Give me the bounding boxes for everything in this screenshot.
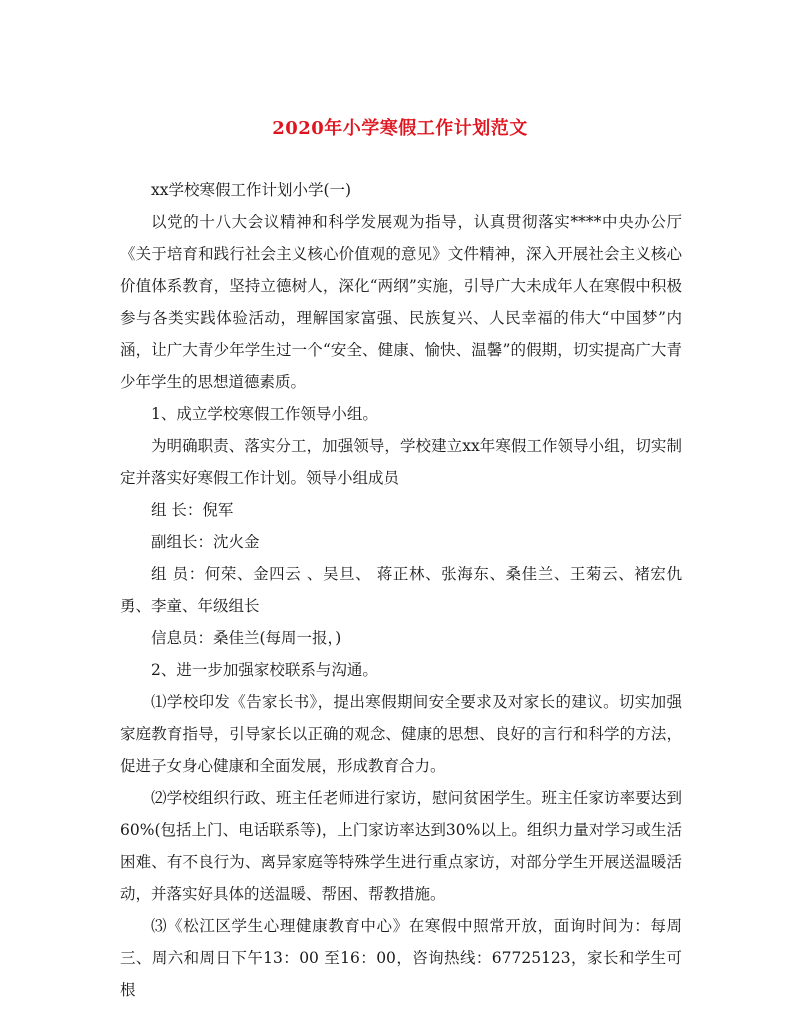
info-officer-line: 信息员：桑佳兰(每周一报，): [151, 629, 342, 647]
leader-line: 组 长：倪军: [151, 501, 234, 519]
item-heading-2: 2、进一步加强家校联系与沟通。: [151, 661, 378, 679]
item-heading-1: 1、成立学校寒假工作领导小组。: [151, 405, 378, 423]
paragraph-intro: 以党的十八大会议精神和科学发展观为指导，认真贯彻落实****中央办公厅《关于培育和践行社会主义核心价值观的意见》文件精神，深入开展社会主义核心价值体系教育，坚持立德树人，深化“两纲”实施，引导广大未成年人在寒假中积极参与各类实践体验活动，理解国家富强、民族复兴、人民幸福的伟大“中国梦”内涵，让广大青少年学生过一个“安全、健康、愉快、温馨”的假期，切实提高广大青少年学生的思想道德素质。: [120, 213, 682, 391]
document-title: 2020年小学寒假工作计划范文: [272, 118, 528, 139]
members-line: 组 员：何荣、金四云 、吴旦、 蒋正林、张海东、桑佳兰、王菊云、褚宏仇勇、李童、年级组长: [120, 565, 682, 615]
paragraph-sub-1: ⑴学校印发《告家长书》，提出寒假期间安全要求及对家长的建议。切实加强家庭教育指导，引导家长以正确的观念、健康的思想、良好的言行和科学的方法，促进子女身心健康和全面发展，形成教育合力。: [120, 693, 682, 775]
section-heading: xx学校寒假工作计划小学(一): [151, 181, 352, 199]
paragraph-leadership: 为明确职责、落实分工，加强领导，学校建立xx年寒假工作领导小组，切实制定并落实好寒假工作计划。领导小组成员: [120, 437, 682, 487]
paragraph-sub-3: ⑶《松江区学生心理健康教育中心》在寒假中照常开放，面询时间为：每周三、周六和周日下午13：00 至16：00，咨询热线：67725123，家长和学生可根: [120, 917, 682, 999]
paragraph-sub-2: ⑵学校组织行政、班主任老师进行家访，慰问贫困学生。班主任家访率要达到60%(包括上门、电话联系等)，上门家访率达到30%以上。组织力量对学习或生活困难、有不良行为、离异家庭等特殊学生进行重点家访，对部分学生开展送温暖活动，并落实好具体的送温暖、帮困、帮教措施。: [120, 789, 682, 903]
deputy-leader-line: 副组长：沈火金: [151, 533, 260, 551]
document-body: [120, 174, 682, 1006]
